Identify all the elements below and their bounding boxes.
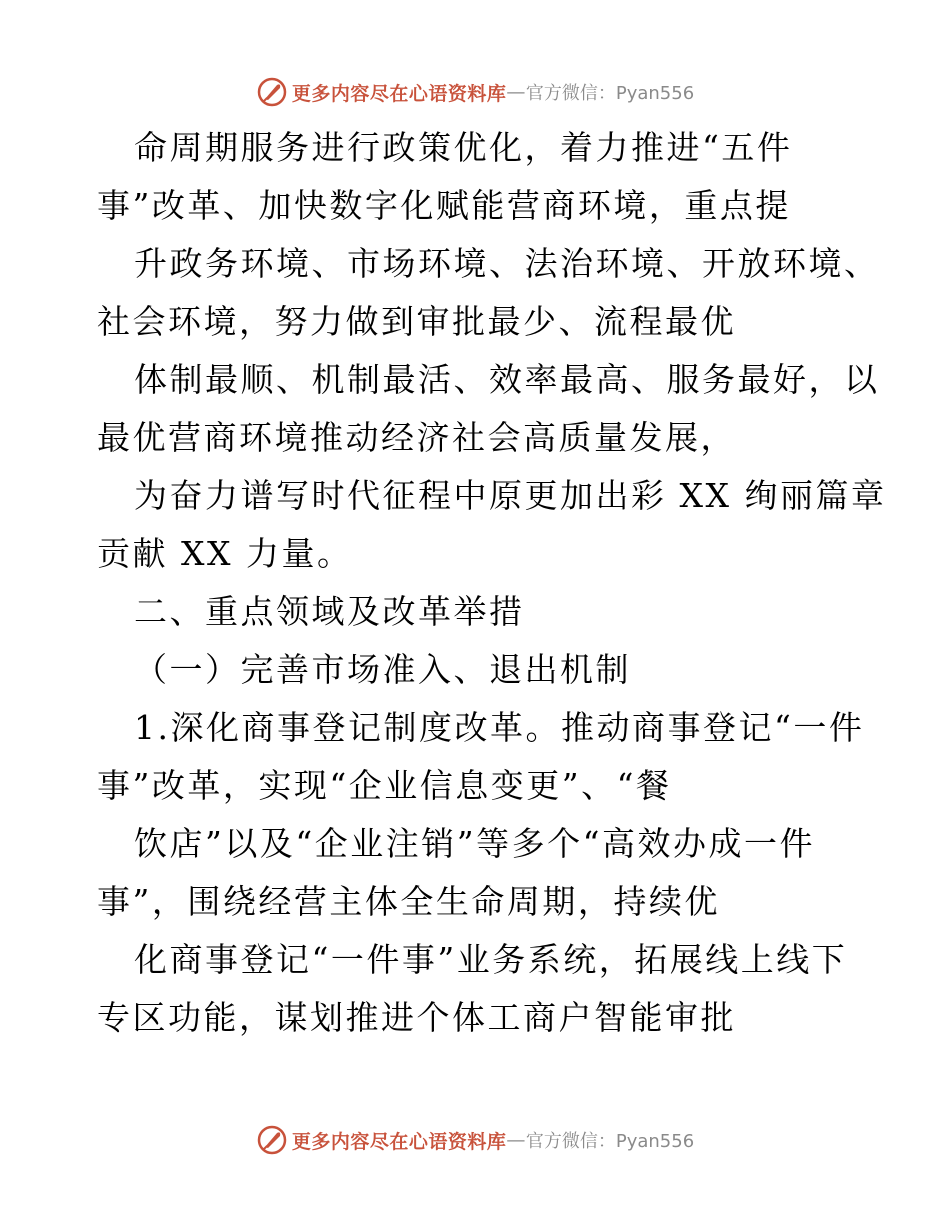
- body-line: 化商事登记“一件事”业务系统，拓展线上线下: [134, 940, 848, 979]
- body-line: 体制最顺、机制最活、效率最高、服务最好，以: [134, 360, 880, 399]
- body-line: 事”改革、加快数字化赋能营商环境，重点提: [97, 186, 791, 225]
- body-line: 事”，围绕经营主体全生命周期，持续优: [97, 882, 720, 921]
- body-line: 饮店”以及“企业注销”等多个“高效办成一件: [134, 824, 815, 863]
- watermark-dash: —: [506, 81, 526, 103]
- body-line: 升政务环境、市场环境、法治环境、开放环境、: [134, 244, 880, 283]
- watermark-brand-text: 更多内容尽在心语资料库: [291, 82, 507, 105]
- body-line: 命周期服务进行政策优化，着力推进“五件: [134, 128, 793, 167]
- body-line: 最优营商环境推动经济社会高质量发展，: [97, 418, 736, 457]
- body-line: 为奋力谱写时代征程中原更加出彩 XX 绚丽篇章: [134, 476, 887, 515]
- body-line: 贡献 XX 力量。: [97, 534, 353, 573]
- subsection-heading: （一）完善市场准入、退出机制: [134, 650, 631, 689]
- watermark-contact-text: 官方微信：Pyan556: [525, 83, 695, 104]
- quill-logo-icon: [256, 76, 288, 108]
- watermark-contact-text: 官方微信：Pyan556: [525, 1131, 695, 1152]
- body-line: 社会环境，努力做到审批最少、流程最优: [97, 302, 736, 341]
- body-line: 专区功能，谋划推进个体工商户智能审批: [97, 998, 736, 1037]
- watermark-dash: —: [506, 1129, 526, 1151]
- watermark-brand-text: 更多内容尽在心语资料库: [291, 1130, 507, 1153]
- body-line: 1.深化商事登记制度改革。推动商事登记“一件: [134, 708, 865, 747]
- body-line: 事”改革，实现“企业信息变更”、“餐: [97, 766, 672, 805]
- header-watermark: [0, 72, 950, 112]
- section-heading: 二、重点领域及改革举措: [134, 592, 525, 631]
- quill-logo-icon: [256, 1124, 288, 1156]
- footer-watermark: [0, 1120, 950, 1160]
